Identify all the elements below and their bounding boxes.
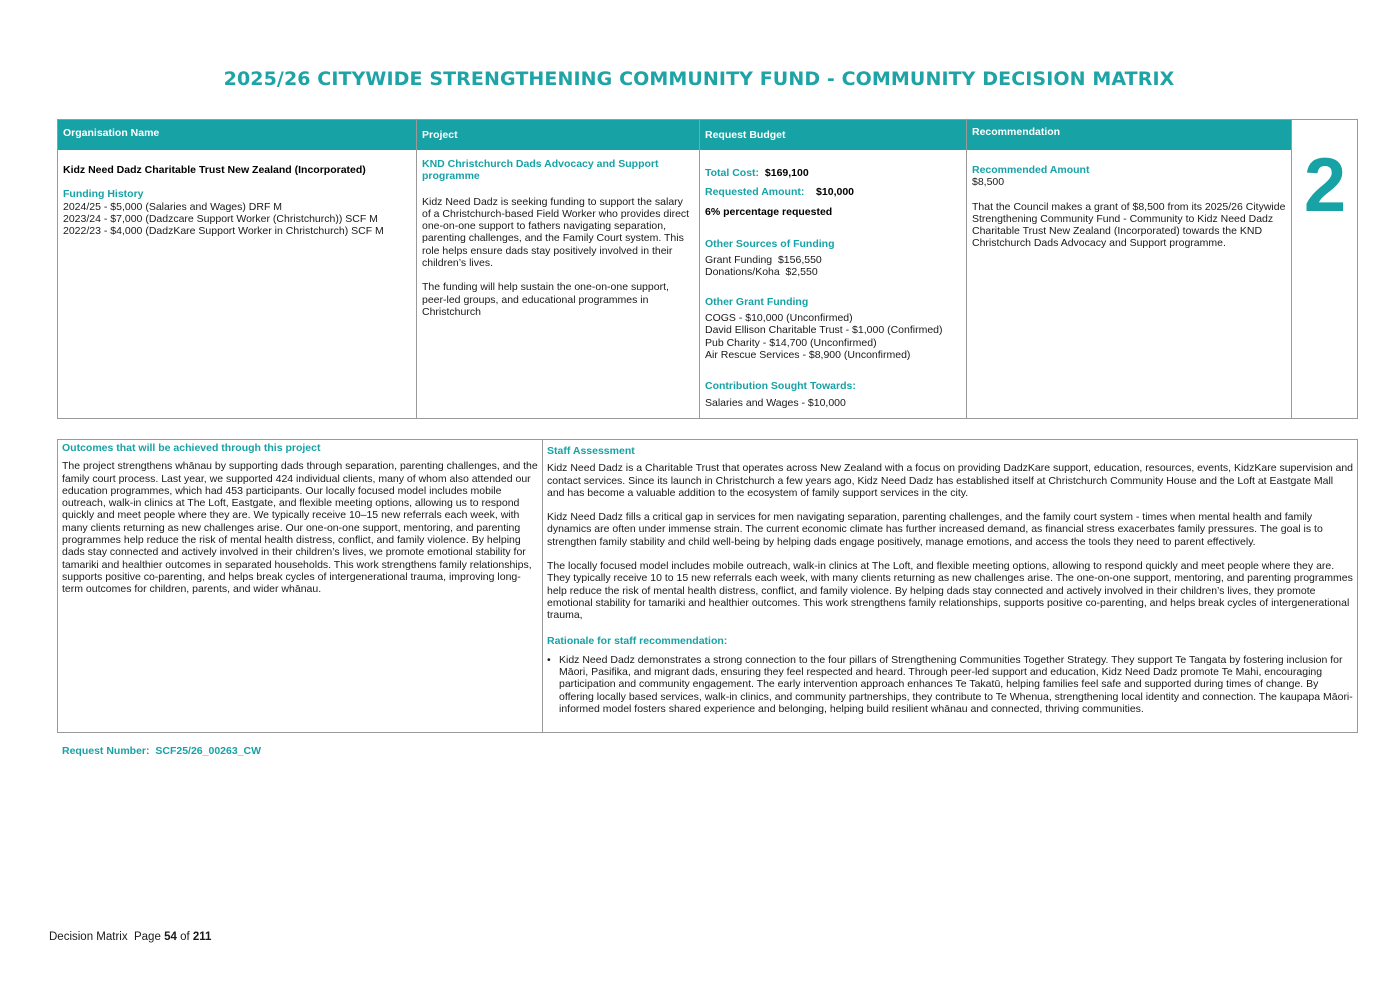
requested-row [705, 186, 961, 198]
divider [1291, 120, 1292, 418]
funding-history-item: 2022/23 - $4,000 (DadzKare Support Worker in Christchurch) SCF M [63, 225, 384, 238]
recommendation-text: That the Council makes a grant of $8,500 from its 2025/26 Citywide Strengthening Community Fund - Community to Kidz Need Dadz Charitable Trust New Zealand (Incorporated) towards the KND Christchurch Dads Advocacy and Support programme. [972, 200, 1286, 250]
organisation-cell [58, 150, 417, 418]
other-grant-item: David Ellison Charitable Trust - $1,000 (Confirmed) [705, 324, 943, 337]
funding-history-item: 2023/24 - $7,000 (Dadzcare Support Worker (Christchurch)) SCF M [63, 212, 378, 225]
footer-label: Decision Matrix Page [49, 931, 161, 943]
staff-assessment-cell [543, 440, 1357, 732]
outcomes-cell [58, 440, 542, 732]
recommendation-cell [967, 150, 1291, 418]
other-source-item: Grant Funding $156,550 [705, 254, 822, 267]
rationale-label: Rationale for staff recommendation: [547, 634, 728, 647]
staff-assessment-text: Kidz Need Dadz is a Charitable Trust that operates across New Zealand with a focus on providing DadzKare support, education, resources, events, KidzKare supervision and contact services. Since its launch in Christchurch a few years ago, Kidz Need Dadz has established itself at Christchurch Community House and the Loft at Eastgate Mall and has become a valuable addition to the ecosystem of family support services in the city. [547, 462, 1354, 499]
outcomes-label: Outcomes that will be achieved through this project [62, 442, 321, 454]
page-footer [49, 931, 211, 943]
percentage-requested: 6% percentage requested [705, 205, 833, 218]
other-grant-item: Air Rescue Services - $8,900 (Unconfirmed) [705, 348, 911, 361]
funding-history-label: Funding History [63, 188, 144, 201]
footer-page-number: 54 [164, 931, 177, 943]
contribution-label: Contribution Sought Towards: [705, 380, 856, 393]
footer-of: of [180, 931, 190, 943]
total-cost-label: Total Cost: [705, 167, 760, 179]
project-description: Kidz Need Dadz is seeking funding to support the salary of a Christchurch-based Field Worker who provides direct one-on-one support to fathers navigating separation, parenting challenges, and the Family Court system. This role helps ensure dads stay positively involved in their children’s lives. [422, 195, 690, 270]
header-project: Project [417, 120, 700, 150]
request-number-value: SCF25/26_00263_CW [155, 745, 262, 757]
staff-assessment-text: The locally focused model includes mobile outreach, walk-in clinics at The Loft, and flexible meeting options, allowing to respond quickly and meet people where they are. They typically receive 10 to 15 new referrals each week, with many clients returning as new challenges arise. The one-on-one support, mentoring, and parenting programmes help reduce the risk of mental health distress, conflict, and family violence. By helping dads stay connected and actively involved in their children’s lives, they promote emotional stability for tamariki and healthier outcomes. This work strengthens family relationships, supports positive co-parenting, and helps break cycles of intergenerational trauma, [547, 560, 1353, 622]
recommended-amount-value: $8,500 [972, 176, 1005, 189]
organisation-name: Kidz Need Dadz Charitable Trust New Zealand (Incorporated) [63, 164, 366, 176]
rationale-text: Kidz Need Dadz demonstrates a strong connection to the four pillars of Strengthening Communities Together Strategy. They support Te Tangata by fostering inclusion for Māori, Pasifika, and migrant dads, ensuring they feel respected and heard. Through peer-led support and education, Kidz Need Dadz promote Te Mahi, encouraging participation and community engagement. The early intervention approach enhances Te Takatū, helping families feel safe and supported during times of change. By offering locally based services, walk-in clinics, and community partnerships, they contribute to Te Whenua, strengthening local identity and connection. The kaupapa Māori-informed model fosters shared experience and belonging, helping build resilient whānau and connected, thriving communities. [559, 653, 1353, 716]
staff-assessment-label: Staff Assessment [547, 445, 635, 457]
project-title: KND Christchurch Dads Advocacy and Support programme [422, 158, 659, 183]
funding-history-item: 2024/25 - $5,000 (Salaries and Wages) DRF M [63, 200, 283, 213]
header-recommendation: Recommendation [967, 120, 1292, 150]
priority-number: 2 [1303, 143, 1347, 228]
other-grant-item: COGS - $10,000 (Unconfirmed) [705, 312, 853, 325]
decision-table [57, 119, 1358, 419]
staff-assessment-text: Kidz Need Dadz fills a critical gap in services for men navigating separation, parenting challenges, and the family court system - times when mental health and family dynamics are often under immense strain. The current economic climate has further increased demand, as financial stress exacerbates family pressures. The goal is to strengthen family stability and child well-being by helping dads engage positively, manage emotions, and access the tools they need to parent effectively. [547, 511, 1323, 548]
recommended-amount-label: Recommended Amount [972, 164, 1090, 176]
assessment-table [57, 439, 1358, 733]
footer-page-total: 211 [192, 931, 212, 943]
header-organisation: Organisation Name [58, 120, 417, 150]
requested-value: $10,000 [816, 186, 855, 199]
request-number [62, 745, 261, 757]
page-title: 2025/26 CITYWIDE STRENGTHENING COMMUNITY FUND - COMMUNITY DECISION MATRIX [223, 68, 1175, 90]
other-source-item: Donations/Koha $2,550 [705, 266, 818, 279]
rationale-bullet [547, 654, 1353, 715]
contribution-value: Salaries and Wages - $10,000 [705, 396, 846, 409]
total-cost-row [705, 167, 961, 179]
other-grant-item: Pub Charity - $14,700 (Unconfirmed) [705, 336, 877, 349]
project-description: The funding will help sustain the one-on-one support, peer-led groups, and educational programmes in Christchurch [422, 281, 669, 318]
total-cost-value: $169,100 [764, 167, 809, 179]
other-sources-label: Other Sources of Funding [705, 237, 835, 250]
outcomes-text: The project strengthens whānau by supporting dads through separation, parenting challenges, and the family court process. Last year, we supported 424 individual clients, many of whom also attended our education programmes, which had 453 participants. Our locally focused model includes mobile outreach, walk-in clinics at The Loft, Eastgate, and flexible meeting options, allowing us to respond quickly and meet people where they are. We typically receive 10–15 new referrals each week, with many clients returning as new challenges arise. Our one-on-one support, mentoring, and parenting programmes help reduce the risk of mental health distress, conflict, and family violence. By helping dads stay connected and actively involved in their children’s lives, we promote emotional stability for tamariki and healthier outcomes in separated households. This work strengthens family relationships, supports positive co-parenting, and helps break cycles of intergenerational trauma, improving long-term outcomes for children, parents, and wider whānau. [62, 460, 538, 596]
header-budget: Request Budget [700, 120, 967, 150]
project-cell [417, 150, 699, 418]
request-number-label: Request Number: [62, 745, 150, 757]
requested-label: Requested Amount: [705, 186, 805, 199]
budget-cell [700, 150, 966, 418]
bullet-icon: • [547, 653, 551, 666]
other-grant-label: Other Grant Funding [705, 295, 809, 308]
